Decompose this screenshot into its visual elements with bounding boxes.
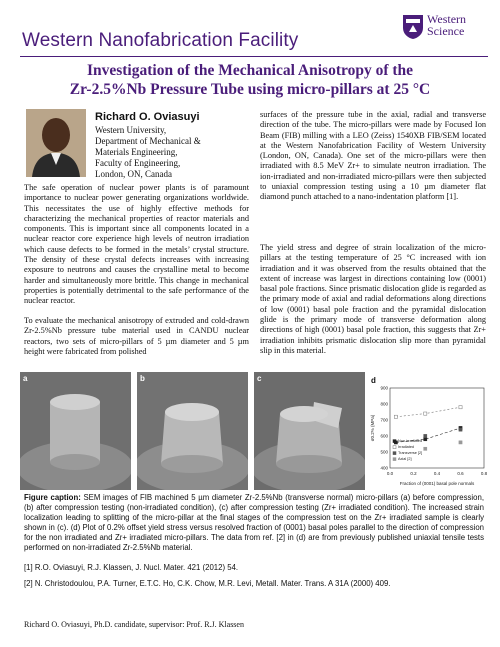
logo-line-science: Science <box>427 24 465 38</box>
footer-credit: Richard O. Oviasuyi, Ph.D. candidate, supervisor: Prof. R.J. Klassen <box>24 620 244 629</box>
author-block <box>95 111 255 180</box>
affiliation-line: Faculty of Engineering, <box>95 158 181 168</box>
sem-image-b <box>137 372 248 490</box>
facility-name: Western Nanofabrication Facility <box>22 30 299 51</box>
sem-image-c <box>254 372 365 490</box>
author-photo <box>26 109 86 177</box>
affiliation-line: Department of Mechanical & <box>95 136 201 146</box>
affiliation-line: London, ON, Canada <box>95 169 172 179</box>
logo-line-western: Western <box>427 12 467 26</box>
plot-svg <box>368 372 488 490</box>
x-tick-label: 0.2 <box>410 471 417 476</box>
series-line <box>396 407 461 417</box>
panel-label-d: d <box>371 376 376 385</box>
legend-marker <box>393 440 396 443</box>
legend-entry: Non-irradiated <box>398 439 423 443</box>
x-tick-label: 0.4 <box>433 471 441 476</box>
data-point <box>459 441 462 444</box>
x-tick-label: 0.0 <box>386 471 394 476</box>
panel-label-a: a <box>23 374 28 383</box>
affiliation-line: Western University, <box>95 125 167 135</box>
legend-marker <box>393 452 396 455</box>
plot-frame <box>390 388 484 468</box>
y-axis-label: σ0.2% (MPa) <box>370 414 375 442</box>
data-point <box>424 438 427 441</box>
y-tick-label: 400 <box>380 465 388 471</box>
legend-entry: Irradiated <box>398 445 415 449</box>
method-continued-paragraph: surfaces of the pressure tube in the axial, radial and transverse direction of the tube. The micro-pillars were made by Focused Ion Beam (FIB) milling with a LEO (Zeiss) 1540XB FIB/SEM located at the Western Nanofabrication Facility of Western University (London, ON, Canada). One set of the micro-pillars were then irradiated with 8.5 MeV Zr+ to simulate neutron irradiation. The ion-irradiated and non-irradiated micro-pillars were then subjected to uniaxial compression testing using a 10 µm diameter flat diamond punch attached to a nano-indentation platform [1]. <box>260 110 486 202</box>
caption-heading: Figure caption: <box>24 493 81 502</box>
poster-title <box>60 61 440 99</box>
y-tick-label: 600 <box>380 433 388 439</box>
y-tick-label: 900 <box>380 385 388 391</box>
data-point <box>424 412 427 415</box>
affiliation-line: Materials Engineering, <box>95 147 178 157</box>
legend-marker <box>393 458 396 461</box>
logo-wordmark <box>427 13 466 37</box>
poster-header <box>0 0 500 54</box>
intro-paragraph: The safe operation of nuclear power plants is of paramount importance to nuclear power generating organizations worldwide. This necessitates the use of highly effective methods for characterizing the mechanical properties of reactor materials and components. This is important since all components located in a nuclear reactor core experience high levels of neutron irradiation which cause defects to be formed in the metals’ crystal structure. The density of these crystal defects increases with increasing exposure to neutrons and causes the crystalline metal to become harder and simultaneously more brittle. This change in mechanical properties is potentially detrimental to the safe performance of the nuclear reactor. <box>24 183 249 306</box>
y-tick-label: 800 <box>380 401 388 407</box>
data-point <box>424 447 427 450</box>
western-science-logo <box>402 12 492 42</box>
legend-entry: Transverse [2] <box>398 451 423 455</box>
crest-icon <box>402 14 424 40</box>
header-divider <box>20 56 488 57</box>
legend-marker <box>393 446 396 449</box>
figure-caption <box>24 493 484 553</box>
reference-1: [1] R.O. Oviasuyi, R.J. Klassen, J. Nucl. Mater. 421 (2012) 54. <box>24 563 239 572</box>
panel-label-b: b <box>140 374 145 383</box>
title-line-1: Investigation of the Mechanical Anisotropy of the <box>86 62 414 79</box>
x-axis-label: Fraction of (0001) basal pole normals <box>399 481 475 486</box>
legend-entry: Axial [2] <box>398 457 412 461</box>
data-point <box>459 428 462 431</box>
results-paragraph: The yield stress and degree of strain localization of the micro-pillars at the testing temperature of 25 °C increased with ion irradiation and it was observed from the results obtained that the extent of increase was largest in directions containing low (0001) basal pole fractions. Since prismatic dislocation glide is regarded as the primary mode of axial and radial deformations along directions of low (0001) basal pole fraction and the pyramidal dislocation glide is the primary mode of transverse deformation along directions of high (0001) basal pole fraction, this suggests that Zr+ irradiation inhibits prismatic dislocation slip more than pyramidal slip in this material. <box>260 243 486 355</box>
author-name: Richard O. Oviasuyi <box>95 111 200 123</box>
references <box>24 563 484 595</box>
sem-image-a <box>20 372 131 490</box>
method-paragraph: To evaluate the mechanical anisotropy of extruded and cold-drawn Zr-2.5%Nb pressure tube material used in CANDU nuclear reactors, two sets of micro-pillars of 5 µm diameter and 5 µm height were fabricated from polished <box>24 316 249 356</box>
y-tick-label: 500 <box>380 449 388 455</box>
figure-panels <box>20 372 488 490</box>
data-point <box>459 406 462 409</box>
y-tick-label: 700 <box>380 417 388 423</box>
caption-text: SEM images of FIB machined 5 µm diameter Zr-2.5%Nb (transverse normal) micro-pillars (a) before compression, (b) after compression testing (non-irradiated condition), (c) after compression testing (Zr+ irradiated condition). The increased strain localization leading to splitting of the micro-pillar at the final stages of the compression test on the Zr+ irradiated sample is clearly shown in (c). (d) Plot of 0.2% offset yield stress versus resolved fraction of (0001) basal poles parallel to the direction of compression for the non irradiated and Zr+ irradiated micro-pillars. The data from ref. [2] in (d) are from previously published uniaxial tensile tests performed on non-irradiated Zr-2.5%Nb material. <box>24 493 484 552</box>
x-tick-label: 0.6 <box>457 471 464 476</box>
reference-2: [2] N. Christodoulou, P.A. Turner, E.T.C. Ho, C.K. Chow, M.R. Levi, Metall. Mater. Trans. A 31A (2000) 409. <box>24 579 391 588</box>
panel-label-c: c <box>257 374 262 383</box>
data-point <box>424 434 427 437</box>
yield-stress-plot <box>368 372 488 490</box>
data-point <box>394 415 397 418</box>
x-tick-label: 0.8 <box>480 471 488 476</box>
title-line-2: Zr-2.5%Nb Pressure Tube using micro-pillars at 25 °C <box>69 81 431 98</box>
